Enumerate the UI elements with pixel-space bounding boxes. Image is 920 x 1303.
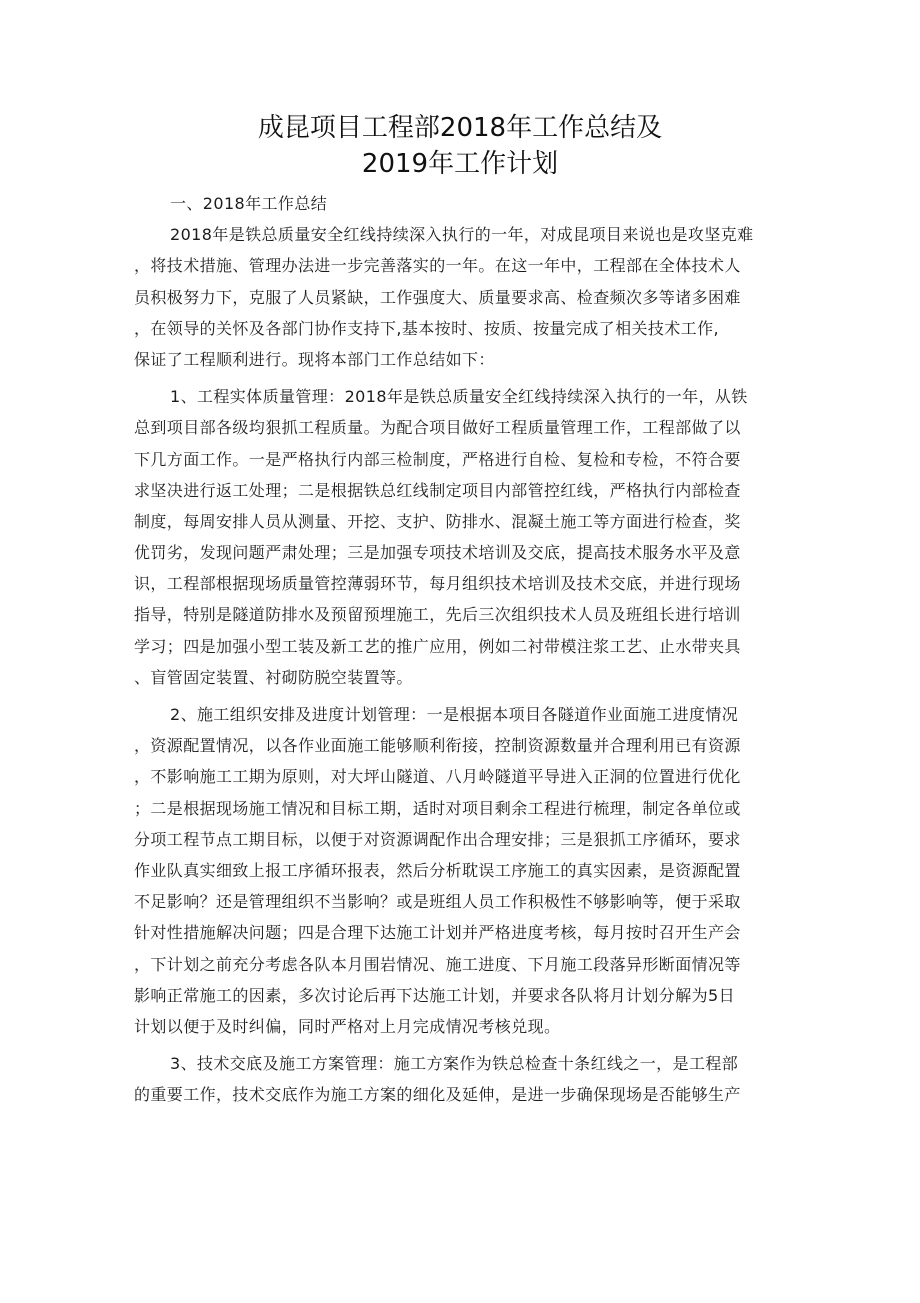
- paragraph-line: 总到项目部各级均狠抓工程质量。为配合项目做好工程质量管理工作，工程部做了以: [134, 418, 741, 438]
- section-heading: 一、2018年工作总结: [170, 194, 328, 213]
- paragraph-line: ，下计划之前充分考虑各队本月围岩情况、施工进度、下月施工段落异形断面情况等: [134, 954, 741, 974]
- paragraph-line: 下几方面工作。一是严格执行内部三检制度，严格进行自检、复检和专检，不符合要: [134, 449, 741, 469]
- paragraph-line: 识，工程部根据现场质量管控薄弱环节，每月组织技术培训及技术交底，并进行现场: [134, 574, 741, 594]
- paragraph-line: 作业队真实细致上报工序循环报表，然后分析耽误工序施工的真实因素，是资源配置: [134, 860, 741, 880]
- document-body: [134, 188, 788, 1110]
- paragraph-line: 指导，特别是隧道防排水及预留预埋施工，先后三次组织技术人员及班组长进行培训: [134, 605, 741, 625]
- paragraph-line: 分项工程节点工期目标，以便于对资源调配作出合理安排；三是狠抓工序循环，要求: [134, 829, 741, 849]
- document-title-line2: 2019年工作计划: [361, 149, 559, 179]
- intro-paragraph: [134, 219, 788, 375]
- paragraph-line: 1、工程实体质量管理：2018年是铁总质量安全红线持续深入执行的一年，从铁: [170, 387, 748, 407]
- paragraph-line: ，资源配置情况，以各作业面施工能够顺利衔接，控制资源数量并合理利用已有资源: [134, 736, 741, 756]
- paragraph-line: 、盲管固定装置、衬砌防脱空装置等。: [134, 667, 413, 687]
- paragraph-line: 员积极努力下，克服了人员紧缺，工作强度大、质量要求高、检查频次多等诸多困难: [134, 287, 741, 307]
- paragraph-line: 的重要工作，技术交底作为施工方案的细化及延伸，是进一步确保现场是否能够生产: [134, 1085, 741, 1105]
- paragraph-line: 计划以便于及时纠偏，同时严格对上月完成情况考核兑现。: [134, 1016, 561, 1036]
- paragraph-line: 求坚决进行返工处理；二是根据铁总红线制定项目内部管控红线，严格执行内部检查: [134, 480, 741, 500]
- item3-paragraph: [134, 1048, 788, 1110]
- paragraph-line: 不足影响？还是管理组织不当影响？或是班组人员工作积极性不够影响等，便于采取: [134, 892, 741, 912]
- paragraph-line: 2、施工组织安排及进度计划管理：一是根据本项目各隧道作业面施工进度情况: [170, 705, 739, 724]
- paragraph-line: ，将技术措施、管理办法进一步完善落实的一年。在这一年中，工程部在全体技术人: [134, 256, 741, 276]
- paragraph-line: ；二是根据现场施工情况和目标工期，适时对项目剩余工程进行梳理，制定各单位或: [134, 798, 741, 818]
- item2-paragraph: [134, 699, 788, 1042]
- document-title-line1: 成昆项目工程部2018年工作总结及: [257, 113, 663, 143]
- paragraph-line: 制度，每周安排人员从测量、开挖、支护、防排水、混凝土施工等方面进行检查，奖: [134, 511, 741, 531]
- paragraph-line: 学习；四是加强小型工装及新工艺的推广应用，例如二衬带模注浆工艺、止水带夹具: [134, 636, 741, 656]
- paragraph-line: 影响正常施工的因素，多次讨论后再下达施工计划，并要求各队将月计划分解为5日: [134, 985, 735, 1005]
- paragraph-line: 优罚劣，发现问题严肃处理；三是加强专项技术培训及交底，提高技术服务水平及意: [134, 543, 741, 563]
- paragraph-line: 保证了工程顺利进行。现将本部门工作总结如下：: [134, 349, 495, 369]
- paragraph-line: 针对性措施解决问题；四是合理下达施工计划并严格进度考核，每月按时召开生产会: [134, 923, 741, 943]
- paragraph-line: 3、技术交底及施工方案管理：施工方案作为铁总检查十条红线之一，是工程部: [170, 1054, 739, 1074]
- paragraph-line: 2018年是铁总质量安全红线持续深入执行的一年，对成昆项目来说也是攻坚克难: [170, 225, 754, 245]
- paragraph-line: ，在领导的关怀及各部门协作支持下,基本按时、按质、按量完成了相关技术工作,: [134, 318, 719, 338]
- item1-paragraph: [134, 381, 788, 693]
- paragraph-line: ，不影响施工工期为原则，对大坪山隧道、八月岭隧道平导进入正洞的位置进行优化: [134, 767, 741, 787]
